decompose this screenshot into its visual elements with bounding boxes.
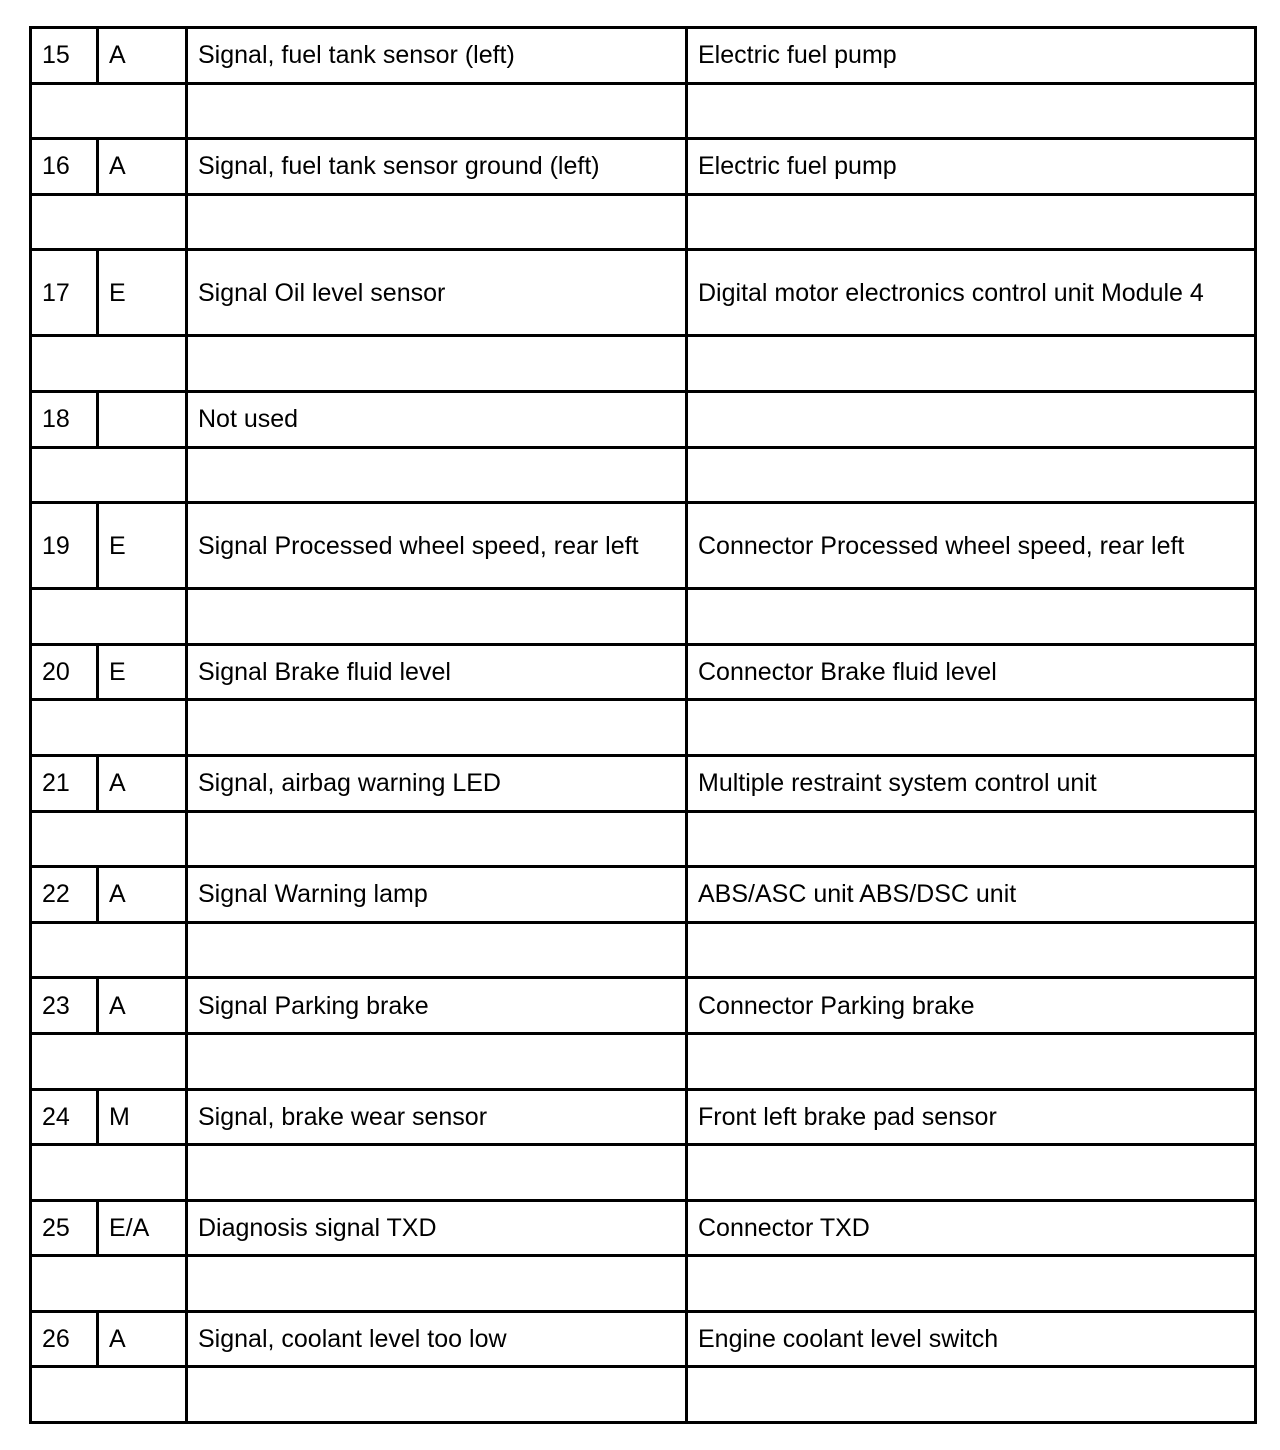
signal-type: A xyxy=(98,867,187,923)
pin-number: 18 xyxy=(31,391,98,447)
table-row xyxy=(31,978,1256,1034)
signal-type: E xyxy=(98,644,187,700)
signal-description: Signal, brake wear sensor xyxy=(187,1089,687,1145)
signal-type xyxy=(98,391,187,447)
pin-assignment-table xyxy=(29,26,1257,1424)
signal-description: Signal, coolant level too low xyxy=(187,1311,687,1367)
table-row xyxy=(31,867,1256,923)
table-row xyxy=(31,755,1256,811)
signal-type: E xyxy=(98,503,187,589)
component-name: Connector Processed wheel speed, rear left xyxy=(687,503,1256,589)
component-name: Connector TXD xyxy=(687,1200,1256,1256)
signal-description: Signal, fuel tank sensor ground (left) xyxy=(187,139,687,195)
component-name: Electric fuel pump xyxy=(687,28,1256,84)
pin-number: 23 xyxy=(31,978,98,1034)
signal-description: Signal Processed wheel speed, rear left xyxy=(187,503,687,589)
signal-description: Signal Brake fluid level xyxy=(187,644,687,700)
spacer-row xyxy=(31,922,1256,978)
signal-type: A xyxy=(98,755,187,811)
signal-type: E/A xyxy=(98,1200,187,1256)
signal-description: Not used xyxy=(187,391,687,447)
signal-type: E xyxy=(98,250,187,336)
signal-description: Signal Parking brake xyxy=(187,978,687,1034)
component-name: Digital motor electronics control unit Module 4 xyxy=(687,250,1256,336)
pin-number: 21 xyxy=(31,755,98,811)
table-row xyxy=(31,1311,1256,1367)
table-row xyxy=(31,1200,1256,1256)
spacer-row xyxy=(31,1145,1256,1201)
pin-number: 24 xyxy=(31,1089,98,1145)
signal-description: Signal Warning lamp xyxy=(187,867,687,923)
spacer-row xyxy=(31,83,1256,139)
component-name: Connector Brake fluid level xyxy=(687,644,1256,700)
component-name: Front left brake pad sensor xyxy=(687,1089,1256,1145)
component-name: Multiple restraint system control unit xyxy=(687,755,1256,811)
pin-number: 15 xyxy=(31,28,98,84)
signal-type: A xyxy=(98,28,187,84)
spacer-row xyxy=(31,811,1256,867)
spacer-row xyxy=(31,589,1256,645)
signal-type: A xyxy=(98,978,187,1034)
pin-number: 17 xyxy=(31,250,98,336)
spacer-row xyxy=(31,700,1256,756)
component-name xyxy=(687,391,1256,447)
signal-description: Diagnosis signal TXD xyxy=(187,1200,687,1256)
table-row xyxy=(31,503,1256,589)
spacer-row xyxy=(31,1033,1256,1089)
component-name: Engine coolant level switch xyxy=(687,1311,1256,1367)
pin-number: 25 xyxy=(31,1200,98,1256)
pin-table-body xyxy=(31,28,1256,1423)
spacer-row xyxy=(31,447,1256,503)
table-row xyxy=(31,1089,1256,1145)
spacer-row xyxy=(31,194,1256,250)
spacer-row xyxy=(31,1256,1256,1312)
pin-number: 20 xyxy=(31,644,98,700)
signal-description: Signal, airbag warning LED xyxy=(187,755,687,811)
signal-type: A xyxy=(98,1311,187,1367)
table-row xyxy=(31,28,1256,84)
table-row xyxy=(31,250,1256,336)
spacer-row xyxy=(31,336,1256,392)
pin-number: 22 xyxy=(31,867,98,923)
pin-number: 19 xyxy=(31,503,98,589)
pin-number: 26 xyxy=(31,1311,98,1367)
table-row xyxy=(31,644,1256,700)
signal-type: A xyxy=(98,139,187,195)
signal-type: M xyxy=(98,1089,187,1145)
component-name: Electric fuel pump xyxy=(687,139,1256,195)
table-row xyxy=(31,391,1256,447)
spacer-row xyxy=(31,1367,1256,1423)
table-row xyxy=(31,139,1256,195)
component-name: Connector Parking brake xyxy=(687,978,1256,1034)
pin-number: 16 xyxy=(31,139,98,195)
signal-description: Signal, fuel tank sensor (left) xyxy=(187,28,687,84)
signal-description: Signal Oil level sensor xyxy=(187,250,687,336)
component-name: ABS/ASC unit ABS/DSC unit xyxy=(687,867,1256,923)
